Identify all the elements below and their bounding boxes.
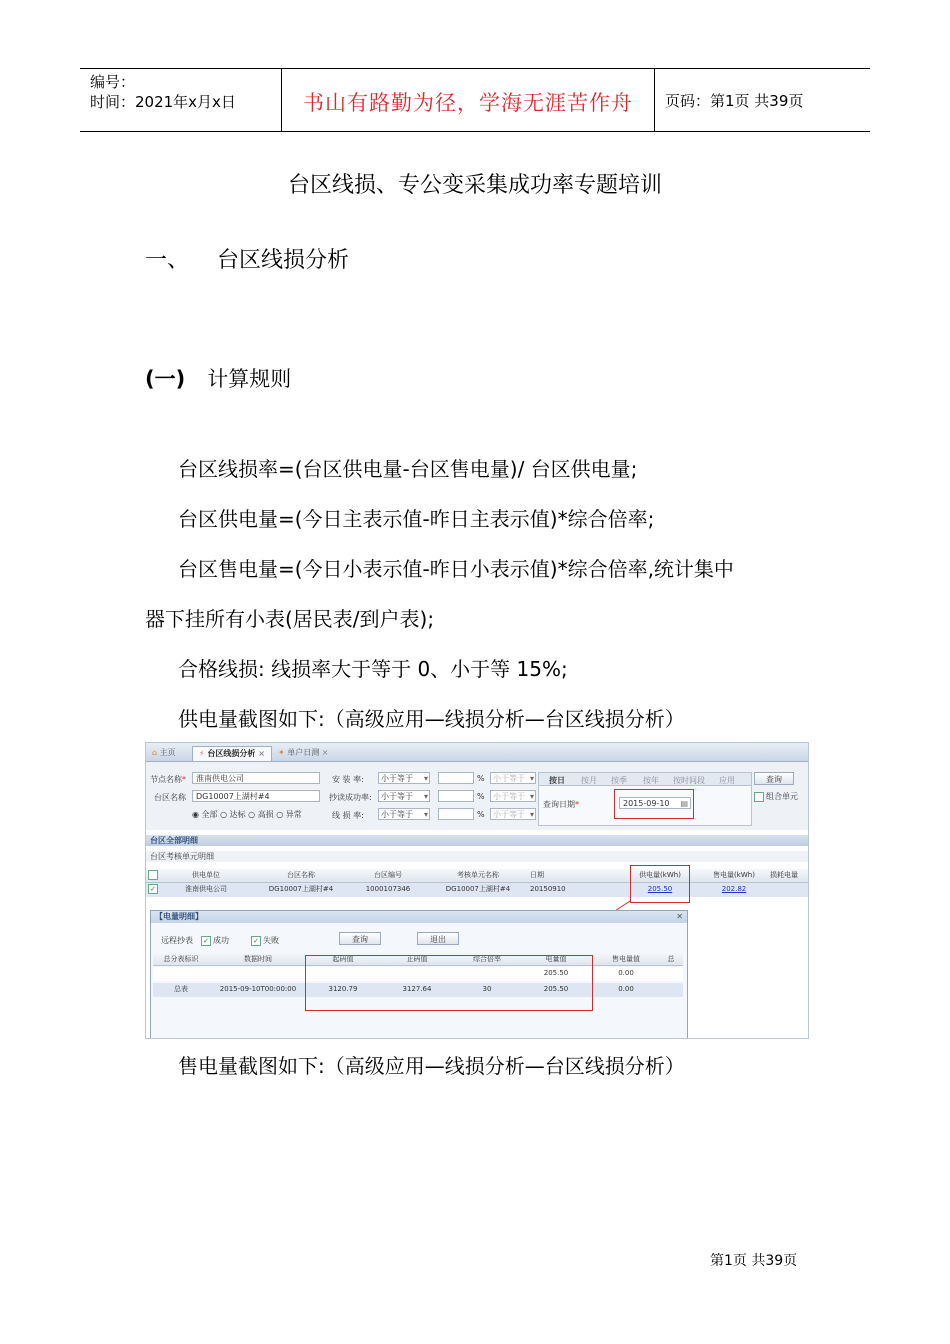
area-label: 台区名称	[154, 793, 186, 802]
install-op2-select[interactable]: 小于等于 ▾	[490, 772, 536, 784]
header-motto-cell	[282, 69, 655, 131]
loss-op2-select[interactable]: 小于等于 ▾	[490, 808, 536, 820]
chart-icon: ⚡	[199, 749, 205, 758]
grid-col-unit-name: 考核单元名称	[457, 871, 499, 879]
pct-label: %	[477, 810, 485, 819]
detail-sale: 0.00	[618, 969, 634, 977]
detail-col-energy: 电量值	[545, 955, 567, 963]
embedded-screenshot	[145, 742, 809, 1039]
remote-label: 远程抄表	[161, 936, 193, 945]
paragraph-sale: 台区售电量=(今日小表示值-昨日小表示值)*综合倍率,统计集中	[178, 557, 734, 581]
detail-energy: 205.50	[543, 969, 569, 977]
period-tab-apply[interactable]: 应用	[719, 776, 735, 785]
detail-start: 3120.79	[328, 985, 358, 993]
grid-col-unit: 供电单位	[192, 871, 220, 879]
grid-col-area-no: 台区编号	[374, 871, 402, 879]
electricity-detail-dialog	[150, 910, 688, 1039]
dialog-title: 【电量明细】	[155, 912, 203, 921]
unit-detail-strip[interactable]: 台区考核单元明细	[146, 851, 808, 862]
calendar-icon[interactable]: ▤	[680, 799, 688, 808]
detail-col-time: 数据时间	[244, 955, 272, 963]
subsection-title: 计算规则	[207, 367, 292, 391]
success-checkbox[interactable]: ✓ 成功	[201, 935, 229, 946]
row-area-no: 1000107346	[365, 885, 411, 893]
query-button[interactable]: 查询	[754, 772, 794, 785]
detail-col-end: 止码值	[406, 955, 428, 963]
row-area-name: DG10007上湖村#4	[268, 885, 334, 893]
detail-col-ratio: 综合倍率	[473, 955, 501, 963]
page-info: 页码：第1页 共39页	[665, 92, 804, 110]
detail-col-flag: 总分表标识	[163, 955, 199, 963]
paragraph-supply: 台区供电量=(今日主表示值-昨日主表示值)*综合倍率;	[178, 507, 655, 531]
dialog-title-bar	[151, 911, 687, 923]
row-sale-link[interactable]: 202.82	[721, 885, 747, 893]
header-page-cell	[655, 69, 870, 131]
close-icon[interactable]: ×	[321, 748, 329, 757]
number-label: 编号：	[90, 73, 136, 91]
loss-rate-label: 线 损 率:	[332, 811, 364, 820]
header-meta-cell	[80, 69, 282, 131]
detail-col-start: 起码值	[332, 955, 354, 963]
period-tab-year[interactable]: 按年	[643, 776, 659, 785]
tab-home[interactable]: ⌂ 主页	[152, 748, 176, 757]
node-input[interactable]: 淮南供电公司	[192, 772, 320, 784]
read-rate-label: 抄读成功率:	[329, 793, 372, 802]
home-icon: ⌂	[152, 748, 158, 757]
tab-daily[interactable]: ✦ 单户日测 ×	[278, 748, 329, 757]
period-tab-day[interactable]: 按日	[549, 776, 565, 785]
grid-col-sale: 售电量(kWh)	[713, 871, 755, 879]
close-icon[interactable]: ×	[258, 749, 265, 758]
radio-all[interactable]: ◉ 全部	[192, 810, 218, 819]
section-heading: 一、 台区线损分析	[145, 248, 349, 273]
paragraph-sale-cont: 器下挂所有小表(居民表/到户表);	[145, 607, 435, 631]
paragraph-supply-caption: 供电量截图如下:（高级应用—线损分析—台区线损分析）	[178, 707, 685, 731]
radio-abnormal[interactable]: ○ 异常	[276, 810, 302, 819]
fail-checkbox[interactable]: ✓ 失败	[251, 935, 279, 946]
pct-label: %	[477, 792, 485, 801]
document-header	[80, 68, 870, 132]
node-label: 节点名称*	[150, 775, 186, 784]
subsection-heading	[145, 363, 291, 393]
dialog-query-button[interactable]: 查询	[339, 932, 381, 945]
row-unit-name: DG10007上湖村#4	[445, 885, 511, 893]
subsection-number: (一)	[145, 367, 186, 391]
detail-energy: 205.50	[543, 985, 569, 993]
grid-col-supply: 供电量(kWh)	[639, 871, 681, 879]
read-op-select[interactable]: 小于等于 ▾	[378, 790, 430, 802]
grid-col-loss: 损耗电量	[770, 871, 798, 879]
leaf-icon: ✦	[278, 748, 285, 757]
period-tab-month[interactable]: 按月	[581, 776, 597, 785]
paragraph-qualified: 合格线损: 线损率大于等于 0、小于等 15%;	[178, 657, 568, 681]
combine-checkbox[interactable]: 组合单元	[754, 791, 798, 802]
document-title: 台区线损、专公变采集成功率专题培训	[287, 173, 662, 198]
highlight-detail	[305, 955, 593, 1011]
area-input[interactable]: DG10007上湖村#4	[192, 790, 320, 802]
detail-ratio: 30	[482, 985, 492, 993]
dialog-close-icon[interactable]: ✕	[676, 912, 683, 921]
loss-op-select[interactable]: 小于等于 ▾	[378, 808, 430, 820]
row-unit: 淮南供电公司	[185, 885, 227, 893]
row-date: 20150910	[530, 885, 566, 893]
install-op-select[interactable]: 小于等于 ▾	[378, 772, 430, 784]
install-rate-label: 安 装 率:	[332, 775, 364, 784]
grid-col-date: 日期	[530, 871, 544, 879]
detail-sale: 0.00	[618, 985, 634, 993]
all-detail-strip[interactable]: 台区全部明细	[146, 835, 808, 846]
read-op2-select[interactable]: 小于等于 ▾	[490, 790, 536, 802]
dialog-exit-button[interactable]: 退出	[417, 932, 459, 945]
tab-loss-analysis[interactable]: ⚡ 台区线损分析 ×	[192, 746, 272, 761]
row-checkbox[interactable]: ✓	[148, 883, 158, 896]
detail-flag: 总表	[174, 985, 188, 993]
radio-high[interactable]: ○ 高损	[248, 810, 274, 819]
time-label: 时间：2021年x月x日	[90, 93, 236, 111]
grid-col-area-name: 台区名称	[287, 871, 315, 879]
radio-ok[interactable]: ○ 达标	[220, 810, 246, 819]
paragraph-loss-rate: 台区线损率=(台区供电量-台区售电量)/ 台区供电量;	[178, 457, 638, 481]
period-tab-quarter[interactable]: 按季	[611, 776, 627, 785]
row-supply-link[interactable]: 205.50	[647, 885, 673, 893]
detail-col-more: 总	[667, 955, 675, 963]
motto: 书山有路勤为径，学海无涯苦作舟	[303, 91, 633, 115]
period-tab-range[interactable]: 按时间段	[673, 776, 705, 785]
page-footer: 第1页 共39页	[710, 1253, 798, 1269]
pct-label: %	[477, 774, 485, 783]
detail-time: 2015-09-10T00:00:00	[219, 985, 297, 993]
query-date-input[interactable]: 2015-09-10 ▤	[619, 797, 691, 809]
detail-end: 3127.64	[402, 985, 432, 993]
query-date-label: 查询日期*	[543, 800, 579, 809]
paragraph-sale-caption: 售电量截图如下:（高级应用—线损分析—台区线损分析）	[178, 1054, 685, 1078]
detail-col-sale: 售电量值	[612, 955, 640, 963]
